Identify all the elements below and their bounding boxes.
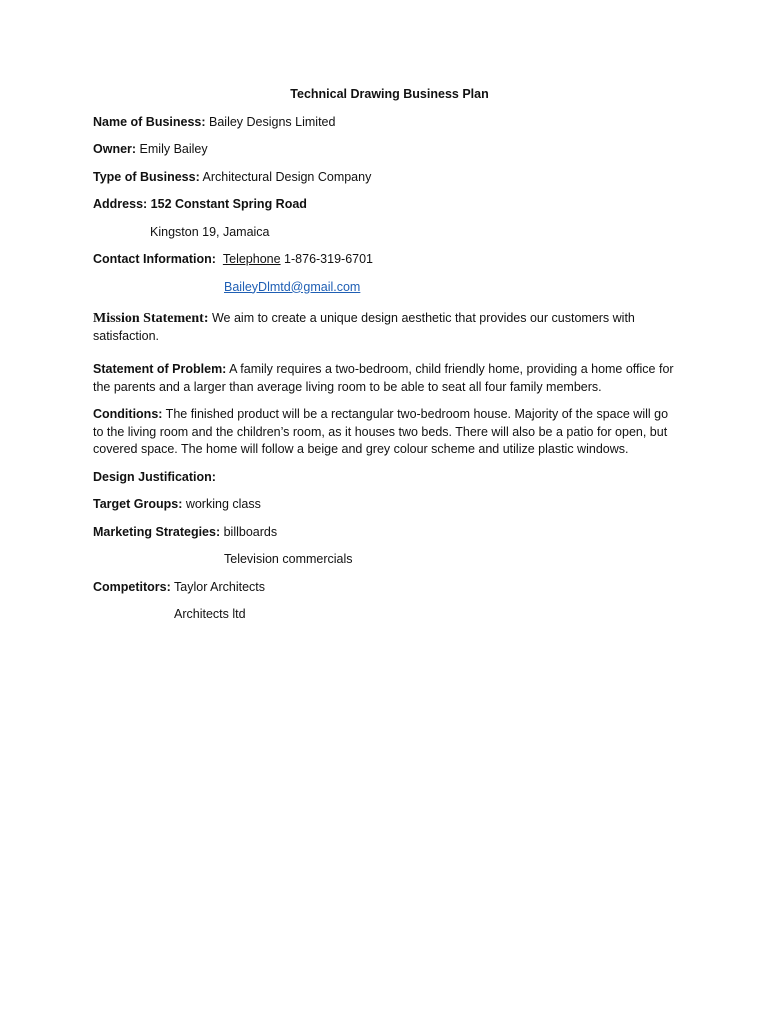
address-field	[93, 196, 678, 214]
competitors-field	[93, 579, 678, 597]
marketing-strategies-field	[93, 524, 678, 542]
address-label: Address:	[93, 197, 148, 211]
email-row	[93, 279, 678, 297]
mission-statement-label: Mission Statement:	[93, 311, 209, 326]
name-of-business-field	[93, 114, 678, 132]
statement-of-problem-value: A family requires a two-bedroom, child friendly home, providing a home office for the parents and a larger than average living room to be able to seat all four family members.	[93, 362, 674, 394]
marketing-strategies-value1: billboards	[220, 524, 278, 539]
address-line2-row	[93, 224, 678, 242]
type-of-business-value: Architectural Design Company	[199, 169, 372, 184]
statement-of-problem-field	[93, 361, 678, 396]
conditions-value: The finished product will be a rectangular two-bedroom house. Majority of the space will go to the living room and the children’s room, as it houses two beds. There will also be a patio for open, but covered space. The home will follow a beige and grey colour scheme and utilize plastic windows.	[93, 407, 669, 456]
design-justification-field	[93, 469, 678, 487]
business-plan-document	[93, 86, 678, 634]
telephone-label: Telephone	[222, 252, 281, 266]
competitors-value1: Taylor Architects	[170, 579, 266, 594]
contact-label: Contact Information:	[93, 252, 216, 266]
mission-statement-field	[93, 310, 678, 345]
target-groups-label: Target Groups:	[93, 497, 183, 511]
owner-field	[93, 141, 678, 159]
owner-label: Owner:	[93, 142, 137, 156]
mission-statement-value: We aim to create a unique design aesthetic that provides our customers with satisfaction.	[93, 311, 635, 343]
competitors-value2: Architects ltd	[174, 607, 246, 621]
target-groups-field	[93, 496, 678, 514]
conditions-field	[93, 406, 678, 459]
contact-field	[93, 251, 678, 269]
name-of-business-label: Name of Business:	[93, 114, 206, 129]
type-of-business-field	[93, 169, 678, 187]
marketing-strategies-row2	[93, 551, 678, 569]
owner-value: Emily Bailey	[136, 142, 208, 156]
conditions-label: Conditions:	[93, 407, 163, 421]
type-of-business-label: Type of Business:	[93, 169, 200, 184]
target-groups-value: working class	[182, 497, 261, 511]
competitors-row2	[93, 606, 678, 624]
competitors-label: Competitors:	[93, 579, 171, 594]
email-link[interactable]: BaileyDlmtd@gmail.com	[224, 279, 361, 294]
statement-of-problem-label: Statement of Problem:	[93, 362, 227, 376]
address-line1: 152 Constant Spring Road	[147, 197, 307, 211]
design-justification-label: Design Justification:	[93, 469, 216, 484]
address-line2: Kingston 19, Jamaica	[150, 224, 270, 239]
marketing-strategies-label: Marketing Strategies:	[93, 524, 221, 539]
telephone-value: 1-876-319-6701	[280, 252, 374, 266]
name-of-business-value: Bailey Designs Limited	[205, 114, 336, 129]
document-title: Technical Drawing Business Plan	[290, 87, 489, 101]
marketing-strategies-value2: Television commercials	[224, 552, 353, 566]
